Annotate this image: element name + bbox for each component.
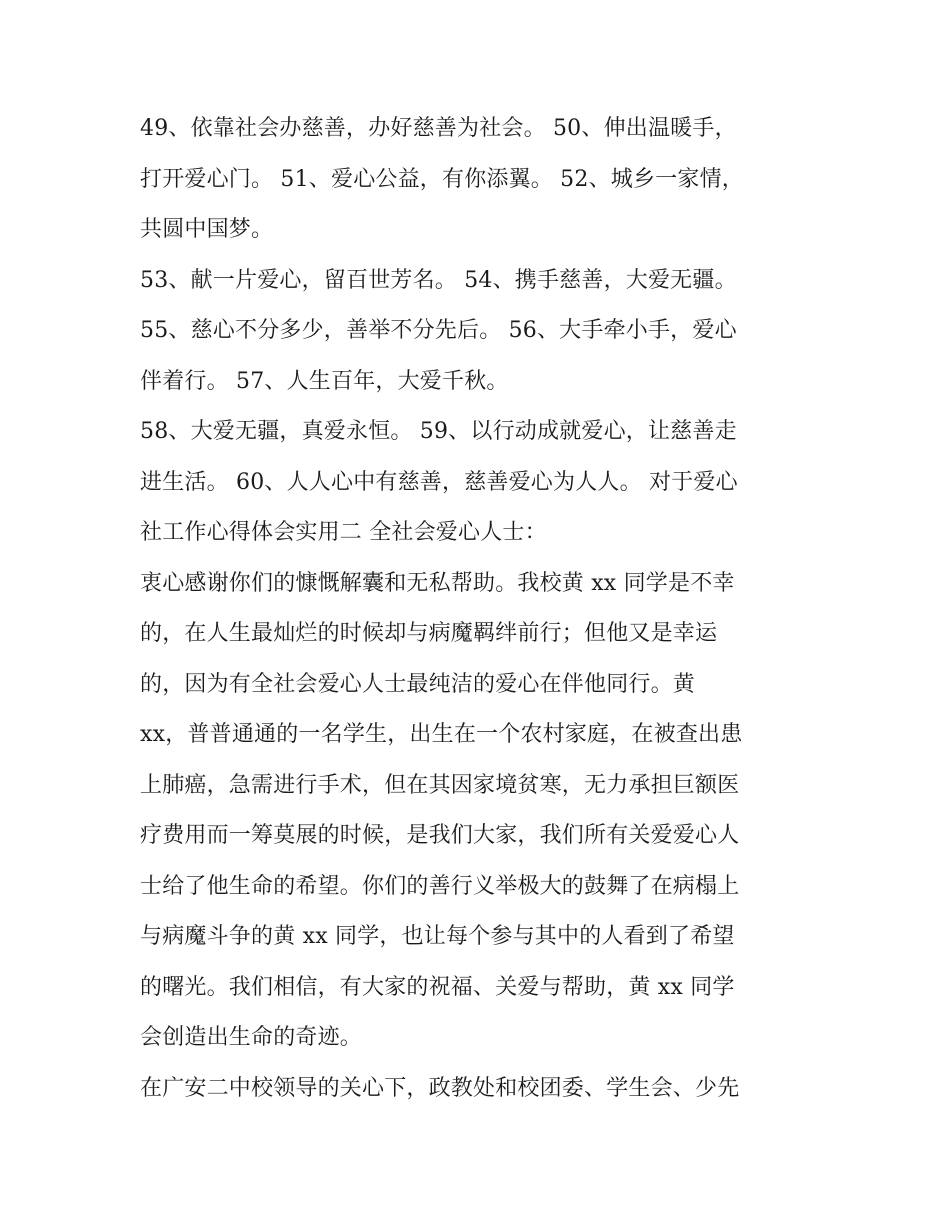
text-line: 在广安二中校领导的关心下，政教处和校团委、学生会、少先 [140,1075,740,1101]
text-line: 与病魔斗争的黄 xx 同学，也让每个参与其中的人看到了希望 [140,924,735,949]
text-line: 55、慈心不分多少，善举不分先后。 56、大手牵小手，爱心 [140,318,737,343]
text-line: 会创造出生命的奇迹。 [140,1025,363,1050]
text-line: 的，因为有全社会爱心人士最纯洁的爱心在伴他同行。黄 [140,671,696,697]
text-line: xx，普普通通的一名学生，出生在一个农村家庭，在被查出患 [140,722,743,747]
text-line: 的曙光。我们相信，有大家的祝福、关爱与帮助，黄 xx 同学 [140,974,735,1000]
text-line: 打开爱心门。 51、爱心公益，有你添翼。 52、城乡一家情， [140,166,744,192]
text-line: 疗费用而一筹莫展的时候，是我们大家，我们所有关爱爱心人 [140,823,740,848]
text-line: 58、大爱无疆，真爱永恒。 59、以行动成就爱心，让慈善走 [140,419,737,444]
text-line: 53、献一片爱心，留百世芳名。 54、携手慈善，大爱无疆。 [140,267,737,293]
text-line: 士给了他生命的希望。你们的善行义举极大的鼓舞了在病榻上 [140,873,740,899]
document-body [140,104,820,1114]
text-line: 社工作心得体会实用二 全社会爱心人士： [140,520,547,545]
text-line: 49、依靠社会办慈善，办好慈善为社会。 50、伸出温暖手， [140,116,737,141]
text-line: 上肺癌，急需进行手术，但在其因家境贫寒，无力承担巨额医 [140,772,740,798]
text-line: 伴着行。 57、人生百年，大爱千秋。 [140,368,509,394]
text-line: 进生活。 60、人人心中有慈善，慈善爱心为人人。 对于爱心 [140,469,738,495]
text-line: 的，在人生最灿烂的时候却与病魔羁绊前行；但他又是幸运 [140,621,718,646]
text-line: 衷心感谢你们的慷慨解囊和无私帮助。我校黄 xx 同学是不幸 [140,570,735,596]
text-line: 共圆中国梦。 [140,217,274,242]
